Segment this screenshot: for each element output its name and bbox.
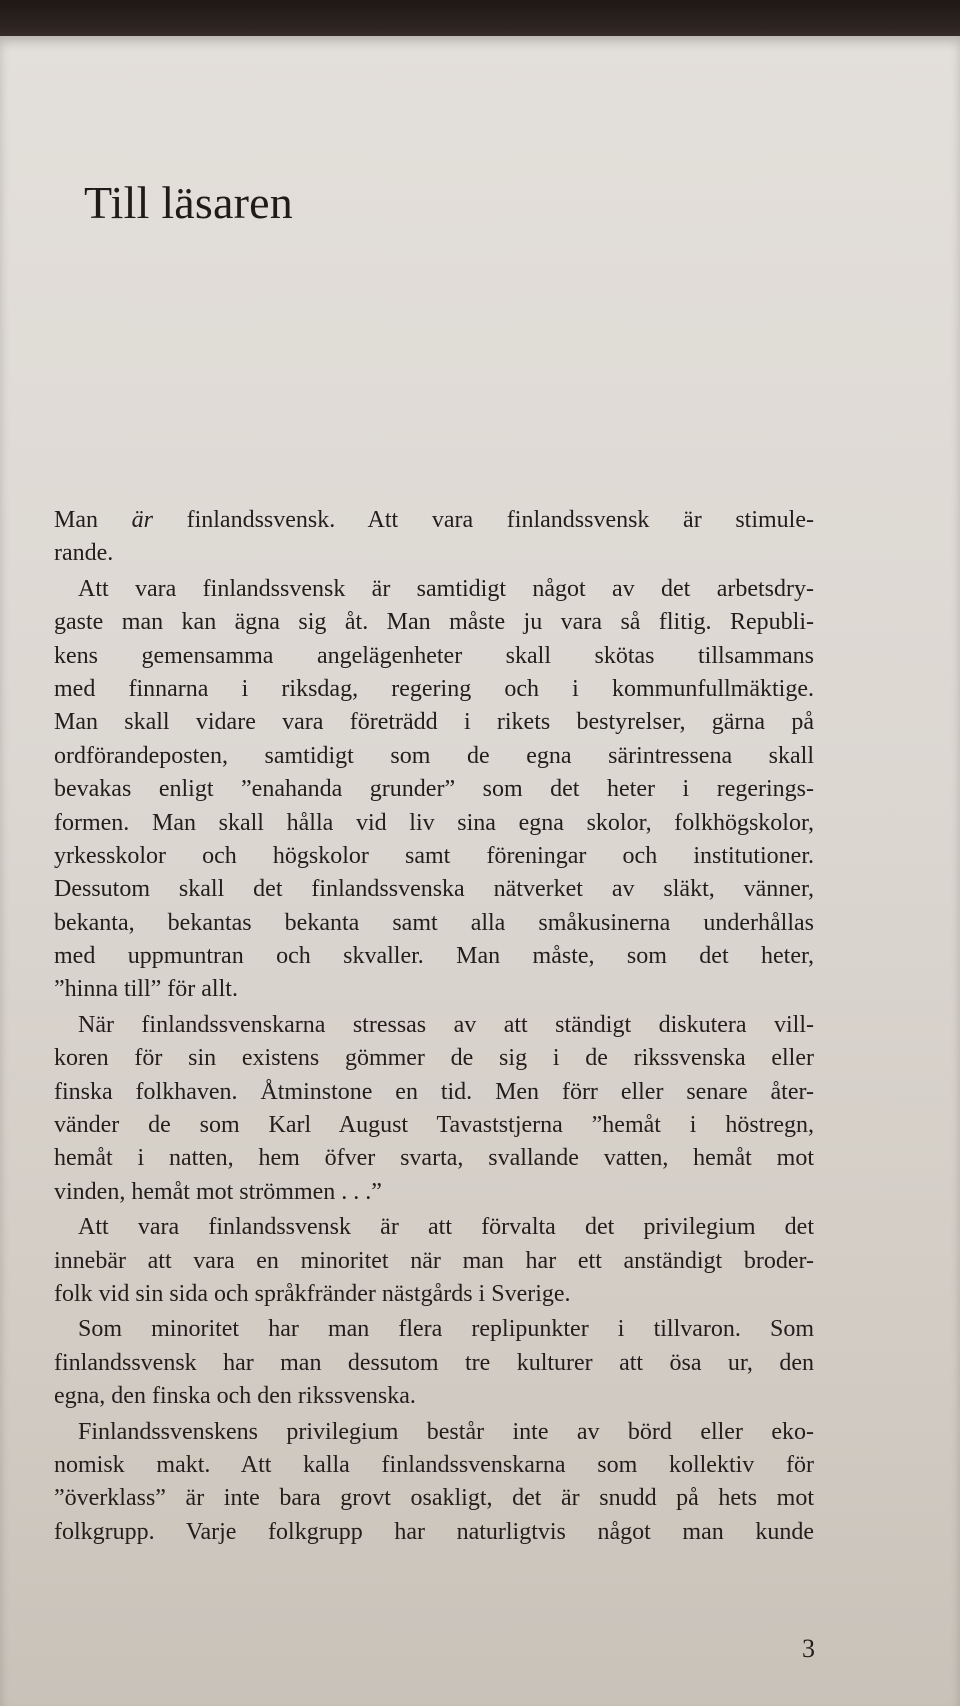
- text-segment: vänder de som Karl August Tavaststjerna ”hemåt i höstregn,: [54, 1112, 814, 1139]
- text-line: [54, 740, 814, 773]
- text-line: [54, 1245, 814, 1278]
- paragraph: [54, 1009, 814, 1209]
- text-line: [54, 1211, 814, 1244]
- text-segment: yrkesskolor och högskolor samt föreningar och institutioner.: [54, 842, 814, 869]
- text-line: [54, 504, 814, 537]
- text-line: [54, 573, 814, 606]
- text-line: [54, 706, 814, 739]
- paragraph: [54, 504, 814, 571]
- chapter-body: [54, 504, 814, 1551]
- text-line: [54, 1482, 814, 1515]
- paragraph: [54, 1416, 814, 1550]
- text-line: [54, 1380, 814, 1413]
- text-line: [54, 1109, 814, 1142]
- text-segment: hemåt i natten, hem öfver svarta, svallande vatten, hemåt mot: [54, 1145, 814, 1172]
- text-segment: koren för sin existens gömmer de sig i de rikssvenska eller: [54, 1045, 814, 1072]
- text-segment: bevakas enligt ”enahanda grunder” som det heter i regerings-: [54, 776, 814, 803]
- text-segment: Man: [54, 507, 132, 533]
- text-segment: När finlandssvenskarna stressas av att ständigt diskutera vill-: [78, 1011, 814, 1038]
- text-segment: ”överklass” är inte bara grovt osakligt, det är snudd på hets mot: [54, 1485, 814, 1512]
- text-line: [54, 873, 814, 906]
- text-segment: med finnarna i riksdag, regering och i kommunfullmäktige.: [54, 675, 814, 702]
- text-segment: innebär att vara en minoritet när man har ett anständigt broder-: [54, 1247, 814, 1274]
- text-segment: folkgrupp. Varje folkgrupp har naturligtvis något man kunde: [54, 1518, 814, 1545]
- text-line: [54, 1313, 814, 1346]
- text-segment: Att vara finlandssvensk är att förvalta det privilegium det: [78, 1214, 814, 1241]
- text-segment: gaste man kan ägna sig åt. Man måste ju vara så flitig. Republi-: [54, 609, 814, 636]
- text-line: [54, 773, 814, 806]
- book-page: [0, 36, 960, 1706]
- text-segment: finlandssvensk har man dessutom tre kulturer att ösa ur, den: [54, 1349, 814, 1376]
- emphasized-word: är: [131, 507, 153, 533]
- text-line: [54, 973, 814, 1006]
- text-line: [54, 1278, 814, 1311]
- paragraph: [54, 573, 814, 1007]
- text-line: [54, 673, 814, 706]
- text-line: [54, 640, 814, 673]
- text-segment: bekanta, bekantas bekanta samt alla småkusinerna underhållas: [54, 909, 814, 936]
- text-line: [54, 1042, 814, 1075]
- text-segment: Att vara finlandssvensk är samtidigt något av det arbetsdry-: [78, 575, 814, 602]
- text-segment: rande.: [54, 540, 114, 567]
- text-segment: egna, den finska och den rikssvenska.: [54, 1383, 416, 1410]
- text-line: [54, 840, 814, 873]
- text-segment: Som minoritet har man flera replipunkter i tillvaron. Som: [78, 1316, 814, 1343]
- text-segment: finlandssvensk. Att vara finlandssvensk är stimule-: [152, 507, 814, 533]
- text-segment: nomisk makt. Att kalla finlandssvenskarna som kollektiv för: [54, 1451, 814, 1478]
- text-line: [54, 1142, 814, 1175]
- page-number: 3: [802, 1634, 815, 1663]
- text-segment: formen. Man skall hålla vid liv sina egna skolor, folkhögskolor,: [54, 809, 814, 836]
- text-line: [54, 1347, 814, 1380]
- text-segment: ”hinna till” för allt.: [54, 976, 238, 1003]
- text-line: [54, 1516, 814, 1549]
- text-line: [54, 537, 814, 570]
- paragraph: [54, 1313, 814, 1413]
- text-segment: Finlandssvenskens privilegium består inte av börd eller eko-: [78, 1418, 814, 1445]
- text-segment: vinden, hemåt mot strömmen . . .”: [54, 1178, 382, 1205]
- text-line: [54, 1449, 814, 1482]
- text-line: [54, 606, 814, 639]
- text-segment: ordförandeposten, samtidigt som de egna särintressena skall: [54, 742, 814, 769]
- paragraph: [54, 1211, 814, 1311]
- text-line: [54, 1076, 814, 1109]
- text-segment: kens gemensamma angelägenheter skall skötas tillsammans: [54, 642, 814, 669]
- text-segment: folk vid sin sida och språkfränder nästgårds i Sverige.: [54, 1280, 571, 1307]
- text-line: [54, 1416, 814, 1449]
- text-segment: med uppmuntran och skvaller. Man måste, som det heter,: [54, 943, 814, 970]
- book-spine-shadow: [0, 0, 960, 40]
- text-line: [54, 1009, 814, 1042]
- text-segment: finska folkhaven. Åtminstone en tid. Men förr eller senare åter-: [54, 1078, 814, 1105]
- text-line: [54, 907, 814, 940]
- text-segment: Man skall vidare vara företrädd i rikets bestyrelser, gärna på: [54, 709, 814, 736]
- text-line: [54, 940, 814, 973]
- chapter-title: Till läsaren: [84, 177, 293, 228]
- text-segment: Dessutom skall det finlandssvenska nätverket av släkt, vänner,: [54, 876, 814, 903]
- text-line: [54, 1176, 814, 1209]
- text-line: [54, 807, 814, 840]
